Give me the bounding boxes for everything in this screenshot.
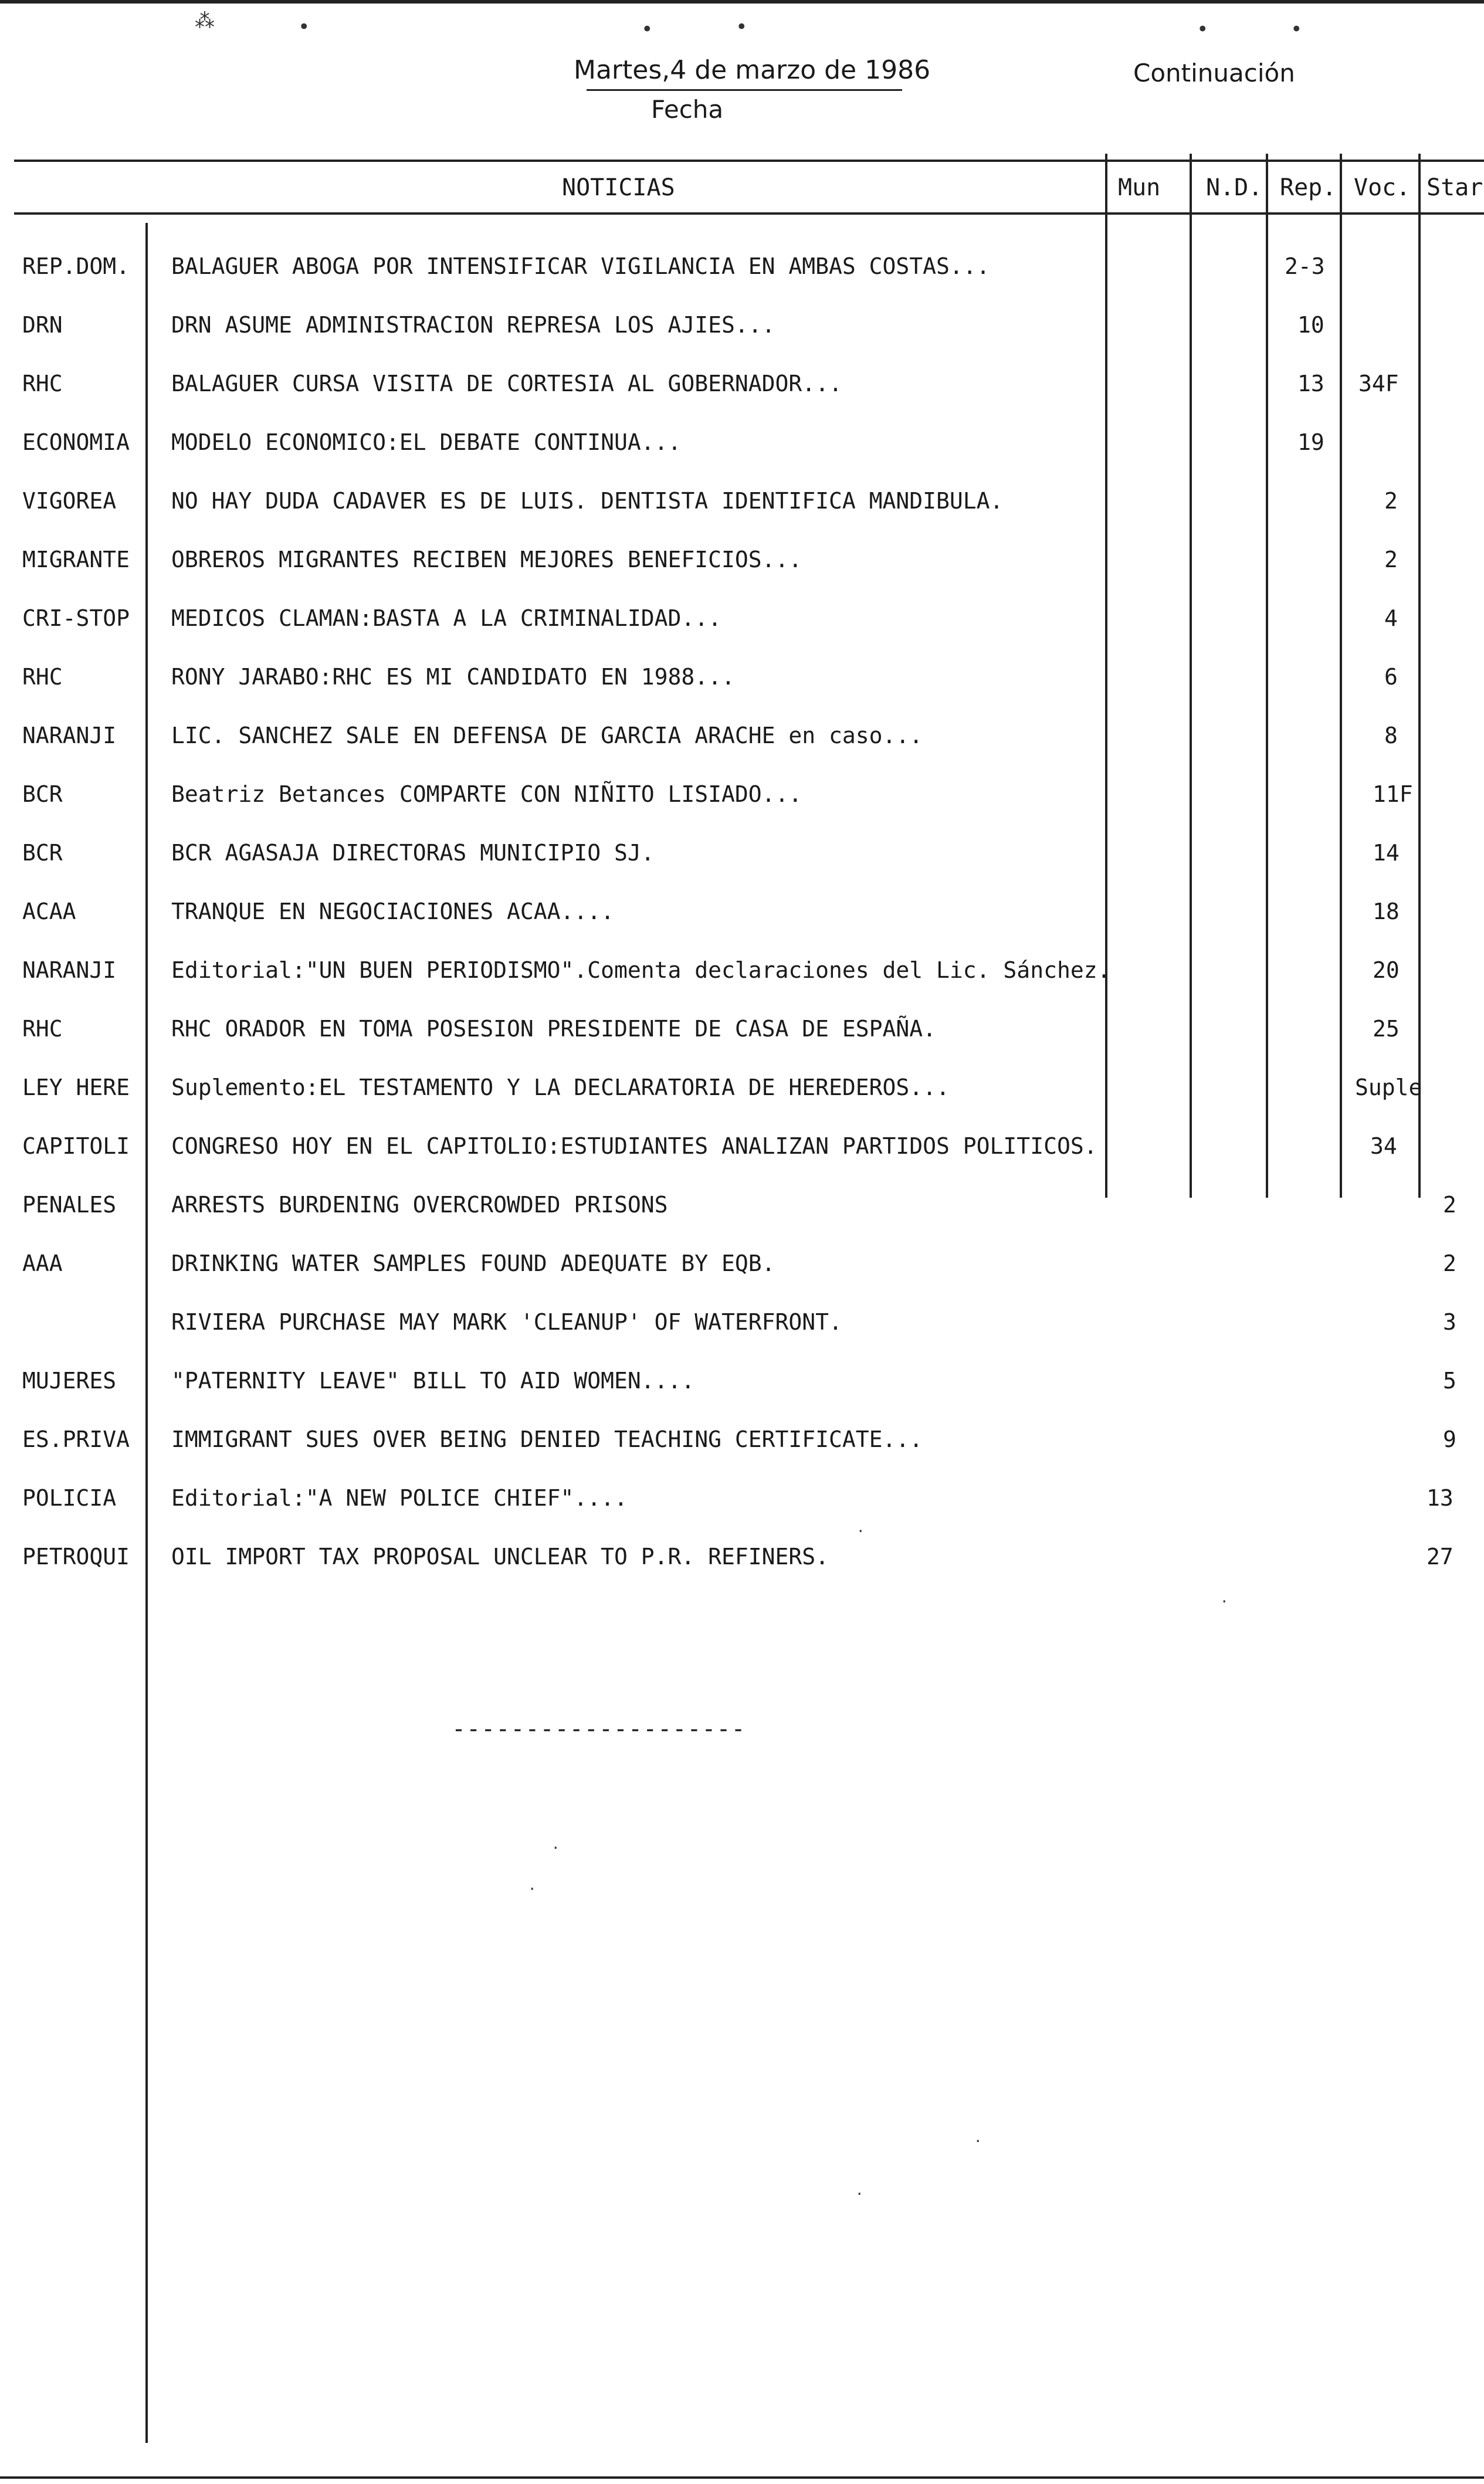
table-header-rule — [14, 212, 1484, 215]
voc-page: 20 — [1373, 957, 1400, 983]
headline: OIL IMPORT TAX PROPOSAL UNCLEAR TO P.R. REFINERS. — [171, 1544, 829, 1570]
page-bottom-rule — [0, 2476, 1484, 2479]
continuation-label: Continuación — [1133, 59, 1295, 87]
headline: TRANQUE EN NEGOCIACIONES ACAA.... — [171, 899, 614, 924]
voc-page: Suple — [1355, 1075, 1422, 1100]
code-column-divider — [145, 223, 148, 2443]
voc-page: 11F — [1373, 781, 1413, 807]
headline: Editorial:"A NEW POLICE CHIEF".... — [171, 1485, 628, 1511]
voc-page: 34F — [1358, 371, 1399, 397]
headline: LIC. SANCHEZ SALE EN DEFENSA DE GARCIA ARACHE en caso... — [171, 723, 923, 748]
date-underline — [587, 89, 902, 91]
headline: CONGRESO HOY EN EL CAPITOLIO:ESTUDIANTES ANALIZAN PARTIDOS POLITICOS. — [171, 1133, 1097, 1159]
headline: DRINKING WATER SAMPLES FOUND ADEQUATE BY EQB. — [171, 1251, 775, 1276]
rep-page: 19 — [1297, 429, 1324, 455]
section-code: LEY HERE — [22, 1075, 130, 1100]
headline: RIVIERA PURCHASE MAY MARK 'CLEANUP' OF WATERFRONT. — [171, 1309, 842, 1335]
star-column-divider — [1418, 154, 1421, 1198]
section-code: RHC — [22, 371, 63, 397]
rep-page: 2-3 — [1285, 253, 1325, 279]
scan-dot: . — [856, 1519, 865, 1536]
section-code: POLICIA — [22, 1485, 117, 1511]
star-page: 9 — [1443, 1426, 1456, 1452]
voc-page: 8 — [1384, 723, 1398, 748]
section-code: DRN — [22, 312, 63, 338]
scan-mark: • — [298, 15, 310, 39]
column-header-voc: Voc. — [1354, 174, 1411, 201]
headline: BCR AGASAJA DIRECTORAS MUNICIPIO SJ. — [171, 840, 655, 866]
section-code: ES.PRIVA — [22, 1426, 130, 1452]
scan-dot: . — [974, 2129, 982, 2146]
column-header-nd: N.D. — [1206, 174, 1263, 201]
scan-mark: • — [1197, 18, 1209, 41]
voc-page: 4 — [1384, 605, 1398, 631]
headline: ARRESTS BURDENING OVERCROWDED PRISONS — [171, 1192, 668, 1218]
headline: MEDICOS CLAMAN:BASTA A LA CRIMINALIDAD... — [171, 605, 721, 631]
headline: BALAGUER ABOGA POR INTENSIFICAR VIGILANCIA EN AMBAS COSTAS... — [171, 253, 990, 279]
headline: Suplemento:EL TESTAMENTO Y LA DECLARATORIA DE HEREDEROS... — [171, 1075, 950, 1100]
headline: "PATERNITY LEAVE" BILL TO AID WOMEN.... — [171, 1368, 695, 1394]
section-code: RHC — [22, 664, 63, 690]
section-code: MUJERES — [22, 1368, 117, 1394]
star-page: 2 — [1443, 1192, 1456, 1218]
scan-mark: • — [1290, 18, 1303, 41]
section-code: AAA — [22, 1251, 63, 1276]
voc-page: 2 — [1384, 488, 1398, 514]
section-code: NARANJI — [22, 957, 117, 983]
star-page: 3 — [1443, 1309, 1456, 1335]
star-page: 13 — [1427, 1485, 1453, 1511]
document-date: Martes,4 de marzo de 1986 — [574, 55, 931, 85]
headline: OBREROS MIGRANTES RECIBEN MEJORES BENEFICIOS... — [171, 547, 802, 572]
end-of-list-separator: -------------------- — [452, 1716, 746, 1743]
table-top-rule — [14, 160, 1484, 162]
column-header-rep: Rep. — [1280, 174, 1337, 201]
headline: NO HAY DUDA CADAVER ES DE LUIS. DENTISTA IDENTIFICA MANDIBULA. — [171, 488, 1004, 514]
star-page: 27 — [1427, 1544, 1453, 1570]
section-code: BCR — [22, 781, 63, 807]
section-code: CRI-STOP — [22, 605, 130, 631]
mun-column-divider — [1105, 154, 1107, 1198]
scan-mark: • — [736, 15, 748, 39]
voc-page: 25 — [1373, 1016, 1400, 1042]
headline: IMMIGRANT SUES OVER BEING DENIED TEACHING CERTIFICATE... — [171, 1426, 923, 1452]
rep-page: 13 — [1297, 371, 1324, 397]
star-page: 2 — [1443, 1251, 1456, 1276]
section-code: NARANJI — [22, 723, 117, 748]
top-border — [0, 0, 1484, 4]
scan-mark: ⁂ — [195, 9, 215, 33]
section-code: ECONOMIA — [22, 429, 130, 455]
section-code: RHC — [22, 1016, 63, 1042]
section-code: REP.DOM. — [22, 253, 130, 279]
column-header-noticias: NOTICIAS — [562, 174, 675, 201]
section-code: PENALES — [22, 1192, 117, 1218]
headline: RONY JARABO:RHC ES MI CANDIDATO EN 1988... — [171, 664, 735, 690]
rep-page: 10 — [1297, 312, 1324, 338]
scan-dot: . — [528, 1877, 537, 1893]
column-header-mun: Mun — [1118, 174, 1161, 201]
headline: Editorial:"UN BUEN PERIODISMO".Comenta declaraciones del Lic. Sánchez. — [171, 957, 1111, 983]
scan-dot: . — [1220, 1590, 1229, 1606]
voc-page: 14 — [1373, 840, 1400, 866]
rep-column-divider — [1266, 154, 1268, 1198]
nd-column-divider — [1190, 154, 1192, 1198]
headline: DRN ASUME ADMINISTRACION REPRESA LOS AJIES... — [171, 312, 775, 338]
section-code: MIGRANTE — [22, 547, 130, 572]
headline: BALAGUER CURSA VISITA DE CORTESIA AL GOBERNADOR... — [171, 371, 842, 397]
voc-page: 34 — [1370, 1133, 1397, 1159]
section-code: CAPITOLI — [22, 1133, 130, 1159]
section-code: VIGOREA — [22, 488, 117, 514]
scan-dot: . — [855, 2182, 864, 2198]
section-code: BCR — [22, 840, 63, 866]
headline: MODELO ECONOMICO:EL DEBATE CONTINUA... — [171, 429, 682, 455]
section-code: ACAA — [22, 899, 76, 924]
voc-page: 2 — [1384, 547, 1398, 572]
headline: RHC ORADOR EN TOMA POSESION PRESIDENTE DE CASA DE ESPAÑA. — [171, 1016, 937, 1042]
star-page: 5 — [1443, 1368, 1456, 1394]
scan-mark: • — [641, 18, 653, 41]
headline: Beatriz Betances COMPARTE CON NIÑITO LISIADO... — [171, 781, 802, 807]
voc-page: 18 — [1373, 899, 1400, 924]
date-label: Fecha — [651, 95, 724, 124]
scan-dot: . — [551, 1836, 560, 1852]
section-code: PETROQUI — [22, 1544, 130, 1570]
voc-column-divider — [1340, 154, 1342, 1198]
voc-page: 6 — [1384, 664, 1398, 690]
column-header-star: Star — [1427, 174, 1483, 201]
